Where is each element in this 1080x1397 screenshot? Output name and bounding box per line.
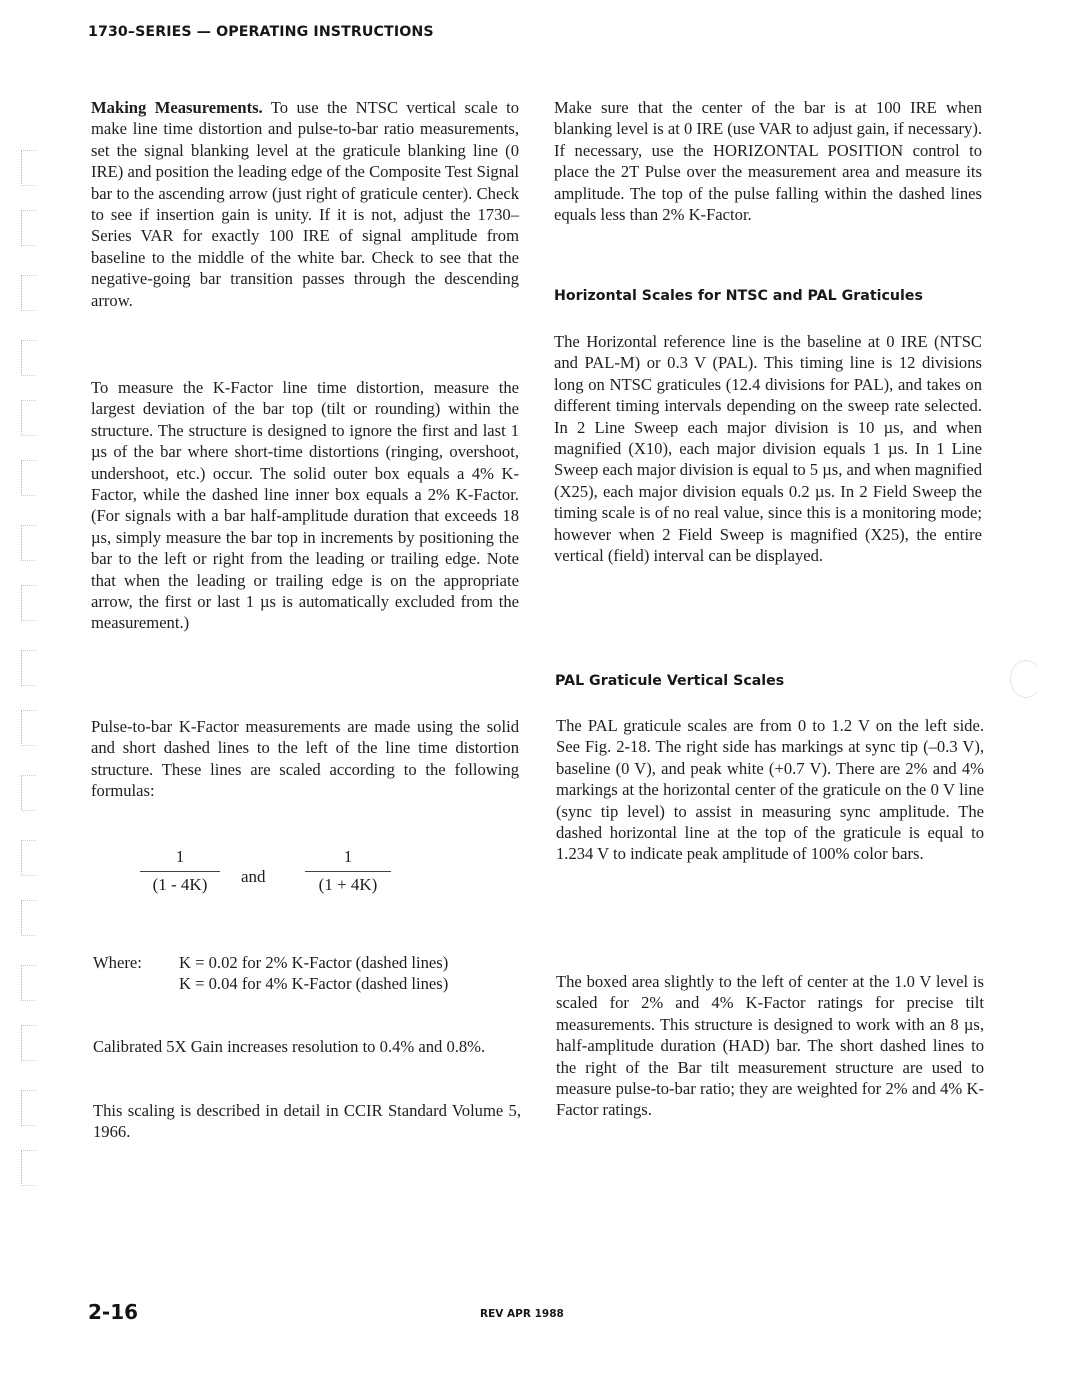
scan-margin-mark xyxy=(21,1150,36,1186)
kfactor-paragraph: To measure the K-Factor line time distortion, measure the largest deviation of the bar top (tilt or rounding) within the structure. The structure is designed to ignore the first and last 1 µs of the bar where short-time distortions (ringing, overshoot, undershoot, etc.) occur. The solid outer box equals a 4% K-Factor, while the dashed line inner box equals a 2% K-Factor. (For signals with a bar half-amplitude duration that exceeds 18 µs, simply measure the bar top in increments by positioning the bar to the left or right from the leading or trailing edge. Note that when the leading or trailing edge is on the appropriate arrow, the first or last 1 µs is automatically excluded from the measurement.) xyxy=(91,378,519,633)
where-label: Where: xyxy=(93,953,142,972)
formula-left-fraction xyxy=(140,847,220,895)
scan-margin-mark xyxy=(21,1090,36,1126)
scan-margin-mark xyxy=(21,1025,36,1061)
making-measurements-paragraph xyxy=(91,97,519,311)
revision-date: REV APR 1988 xyxy=(480,1308,564,1320)
scan-margin-mark xyxy=(21,400,36,436)
where-line-4pct: K = 0.04 for 4% K-Factor (dashed lines) xyxy=(179,974,449,993)
scan-margin-mark xyxy=(21,900,36,936)
formula-right-fraction xyxy=(305,847,391,895)
scan-margin-mark xyxy=(21,275,36,311)
making-measurements-lead: Making Measurements. xyxy=(91,98,263,117)
formula-conjunction: and xyxy=(241,867,266,886)
scan-margin-mark xyxy=(21,150,36,186)
scan-margin-mark xyxy=(21,965,36,1001)
page-number: 2-16 xyxy=(88,1300,139,1324)
center-bar-paragraph: Make sure that the center of the bar is at 100 IRE when blanking level is at 0 IRE (use VAR to adjust gain, if necessary). If necessary, use the HORIZONTAL POSITION control to place the 2T Pulse over the measurement area and measure its amplitude. The top of the pulse falling within the dashed lines equals less than 2% K-Factor. xyxy=(554,98,982,225)
scan-margin-mark xyxy=(21,460,36,496)
fraction-bar xyxy=(140,871,220,872)
scan-margin-mark xyxy=(21,210,36,246)
scan-margin-mark xyxy=(21,525,36,561)
scan-margin-mark xyxy=(21,650,36,686)
ccir-paragraph: This scaling is described in detail in CCIR Standard Volume 5, 1966. xyxy=(93,1101,521,1142)
binder-hole-mark xyxy=(1010,660,1042,698)
pal-vertical-scales-paragraph: The PAL graticule scales are from 0 to 1.2 V on the left side. See Fig. 2-18. The right side has markings at sync tip (–0.3 V), baseline (0 V), and peak white (+0.7 V). There are 2% and 4% markings at the horizontal center of the graticule on the 0 V line (sync tip level) to assist in measuring sync amplitude. The dashed horizontal line at the top of the graticule is equal to 1.234 V to indicate peak amplitude of 100% color bars. xyxy=(556,716,984,864)
scan-margin-mark xyxy=(21,840,36,876)
where-definitions xyxy=(93,952,523,997)
scan-margin-mark xyxy=(21,710,36,746)
formula-right-denominator: (1 + 4K) xyxy=(318,875,378,894)
making-measurements-text: To use the NTSC vertical scale to make line time distortion and pulse-to-bar ratio measurements, set the signal blanking level at the graticule blanking line (0 IRE) and position the leading edge of the Composite Test Signal bar to the ascending arrow (just right of graticule center). Check to see if insertion gain is unity. If it is not, adjust the 1730–Series VAR for exactly 100 IRE of signal amplitude from baseline to the middle of the white bar. Check to see that the negative-going bar transition passes through the descending arrow. xyxy=(91,98,519,310)
scan-margin-mark xyxy=(21,775,36,811)
fraction-bar xyxy=(305,871,391,872)
running-head: 1730–SERIES — OPERATING INSTRUCTIONS xyxy=(88,24,434,40)
where-line-2pct: K = 0.02 for 2% K-Factor (dashed lines) xyxy=(179,953,449,972)
horizontal-scales-paragraph: The Horizontal reference line is the baseline at 0 IRE (NTSC and PAL-M) or 0.3 V (PAL). This timing line is 12 divisions long on NTSC graticules (12.4 divisions for PAL), and takes on different timing intervals depending on the sweep rate selected. In 2 Line Sweep each major division is 10 µs, and when magnified (X10), each major division equals 1 µs. In 1 Line Sweep each major division is equal to 5 µs, and when magnified (X25), each major division equals 0.2 µs. In 2 Field Sweep the timing scale is of no real value, since this is a monitoring mode; however when 2 Field Sweep is magnified (X25), the entire vertical (field) interval can be displayed. xyxy=(554,332,982,566)
boxed-area-paragraph: The boxed area slightly to the left of center at the 1.0 V level is scaled for 2% and 4% K-Factor ratings for precise tilt measurements. This structure is designed to work with an 8 µs, half-amplitude duration (HAD) bar. The short dashed lines to the right of the Bar tilt measurement structure are used to measure pulse-to-bar ratio; they are weighted for 2% and 4% K-Factor ratings. xyxy=(556,972,984,1120)
pulse-to-bar-paragraph: Pulse-to-bar K-Factor measurements are made using the solid and short dashed lines to the left of the line time distortion structure. These lines are scaled according to the following formulas: xyxy=(91,717,519,801)
formula-right-numerator: 1 xyxy=(343,847,353,866)
scan-margin-mark xyxy=(21,340,36,376)
pal-vertical-scales-heading: PAL Graticule Vertical Scales xyxy=(555,673,785,689)
formula-left-denominator: (1 - 4K) xyxy=(152,875,208,894)
gain-paragraph: Calibrated 5X Gain increases resolution to 0.4% and 0.8%. xyxy=(93,1037,486,1056)
scan-margin-mark xyxy=(21,585,36,621)
horizontal-scales-heading: Horizontal Scales for NTSC and PAL Graticules xyxy=(554,288,923,304)
formula-left-numerator: 1 xyxy=(175,847,185,866)
